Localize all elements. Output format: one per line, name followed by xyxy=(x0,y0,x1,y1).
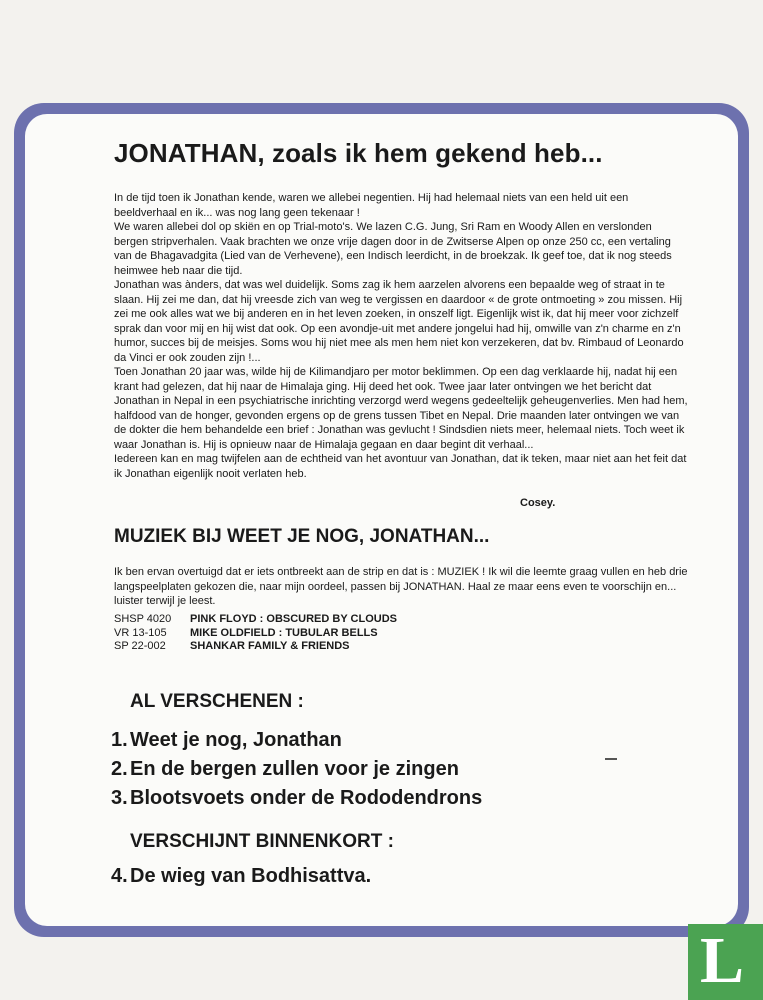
list-item xyxy=(111,784,482,813)
content-panel xyxy=(25,114,738,926)
published-list xyxy=(111,726,482,813)
item-title: Blootsvoets onder de Rododendrons xyxy=(130,787,483,809)
record-row xyxy=(114,640,397,654)
item-number: 1. xyxy=(111,729,128,751)
item-title: Weet je nog, Jonathan xyxy=(130,729,342,751)
page-title: JONATHAN, zoals ik hem gekend heb... xyxy=(114,138,603,168)
item-title: En de bergen zullen voor je zingen xyxy=(130,758,459,780)
record-title: PINK FLOYD : OBSCURED BY CLOUDS xyxy=(190,613,397,625)
record-list xyxy=(114,613,397,654)
record-row xyxy=(114,613,397,627)
record-code: VR 13-105 xyxy=(114,626,167,639)
logo-letter-icon: L xyxy=(699,924,745,997)
list-item xyxy=(111,726,482,755)
music-heading: MUZIEK BIJ WEET JE NOG, JONATHAN... xyxy=(114,526,490,547)
logo-badge xyxy=(688,924,763,1000)
record-code: SHSP 4020 xyxy=(114,613,172,625)
paragraph: Toen Jonathan 20 jaar was, wilde hij de Kilimandjaro per motor beklimmen. Op een dag verklaarde hij, nadat hij een krant had gelezen, dat hij naar de Himalaja ging. Hij deed het ook. Twee jaar later ontvingen we het bericht dat Jonathan in Nepal in een psychiatrische inrichting verzorgd werd wegens gedeeltelijk geheugenverlies. Men had hem, halfdood van de honger, gevonden ergens op de grens tussen Tibet en Nepal. Drie maanden later ontvingen we van de dokter die hem behandelde een brief : Jonathan was gevlucht ! Sindsdien niets meer, helemaal niets. Toch weet ik waar Jonathan is. Hij is opnieuw naar de Himalaja gegaan en daar begint dit verhaal... xyxy=(114,366,688,451)
print-mark xyxy=(605,758,617,760)
item-number: 3. xyxy=(111,787,128,809)
intro-text xyxy=(114,191,689,481)
list-item xyxy=(111,755,482,784)
author-signature: Cosey. xyxy=(520,497,556,509)
record-title: SHANKAR FAMILY & FRIENDS xyxy=(190,640,350,652)
paragraph: We waren allebei dol op skiën en op Trial-moto's. We lazen C.G. Jung, Sri Ram en Woody Allen en verslonden bergen stripverhalen. Vaak brachten we onze vrije dagen door in de Zwitserse Alpen op onze 250 cc, een vertaling van de Bhagavadgita (Lied van de Verhevene), een Indisch leerdicht, in de broekzak. Ik geef toe, dat ik nog steeds heimwee heb naar die tijd. xyxy=(114,221,672,277)
page-frame xyxy=(14,103,749,937)
record-code: SP 22-002 xyxy=(114,640,166,652)
upcoming-item xyxy=(111,865,371,888)
item-number: 4. xyxy=(111,865,128,887)
music-intro: Ik ben ervan overtuigd dat er iets ontbreekt aan de strip en dat is : MUZIEK ! Ik wil die leemte graag vullen en heb drie langspeelplaten gekozen die, naar mijn oordeel, passen bij JONATHAN. Haal ze maar eens even te voorschijn en... luister terwijl je leest. xyxy=(114,566,688,607)
paragraph: Jonathan was ànders, dat was wel duidelijk. Soms zag ik hem aarzelen alvorens een bepaalde weg of straat in te slaan. Hij zei me dan, dat hij vreesde zich van weg te vergissen en daardoor « de grote ontmoeting » zou missen. Hij zei me ook alles wat we bij anderen en in het leven zoeken, in onszelf ligt. Eigenlijk wist ik, dat hij meer voor zichzelf sprak dan voor mij en hij wist dat ook. Op een avondje-uit met andere jongelui had hij, omwille van z'n charme en z'n humor, succes bij de meisjes. Soms wou hij niet mee als men hem niet kon verzekeren, dat bv. Rimbaud of Leonardo da Vinci er ook zouden zijn !... xyxy=(114,279,684,364)
record-row xyxy=(114,627,397,641)
record-title: MIKE OLDFIELD : TUBULAR BELLS xyxy=(190,626,378,639)
published-heading: AL VERSCHENEN : xyxy=(130,691,304,712)
item-number: 2. xyxy=(111,758,128,780)
paragraph: In de tijd toen ik Jonathan kende, waren we allebei negentien. Hij had helemaal niets van een held uit een beeldverhaal en ik... was nog lang geen tekenaar ! xyxy=(114,192,629,219)
item-title: De wieg van Bodhisattva. xyxy=(130,865,372,887)
upcoming-heading: VERSCHIJNT BINNENKORT : xyxy=(130,831,394,852)
paragraph: Iedereen kan en mag twijfelen aan de echtheid van het avontuur van Jonathan, dat ik teken, maar niet aan het feit dat ik Jonathan eigenlijk nooit verlaten heb. xyxy=(114,453,687,480)
